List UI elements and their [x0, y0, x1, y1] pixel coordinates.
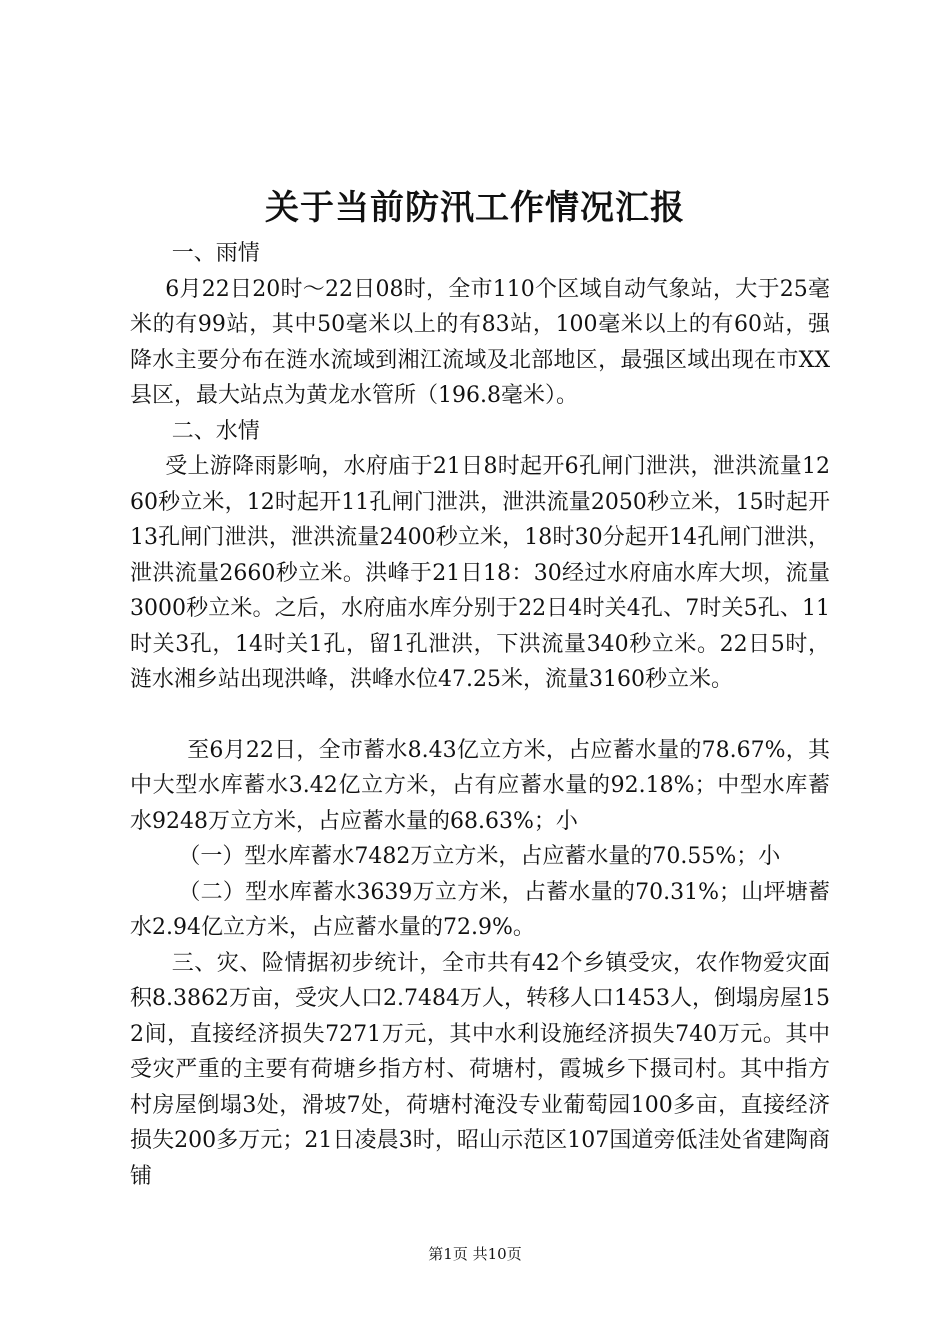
paragraph-small-reservoir-1: （一）型水库蓄水7482万立方米，占应蓄水量的70.55%；小	[178, 844, 781, 869]
section-heading-rain: 一、雨情	[171, 241, 260, 266]
paragraph-small-reservoir-2: （二）型水库蓄水3639万立方米，占蓄水量的70.31%；山坪塘蓄水2.94亿立方米，占应蓄水量的72.9%。	[130, 879, 830, 940]
document-title: 关于当前防汛工作情况汇报	[265, 188, 685, 228]
paragraph-rain: 6月22日20时～22日08时，全市110个区域自动气象站，大于25毫米的有99站，其中50毫米以上的有83站，100毫米以上的有60站，强降水主要分布在涟水流域到湘江流域及北部地区，最强区域出现在市XX县区，最大站点为黄龙水管所（196.8毫米）。	[130, 276, 830, 408]
page-footer: 第1页 共10页	[428, 1245, 522, 1263]
document-body	[130, 236, 830, 1194]
paragraph-gap	[130, 698, 830, 733]
section-heading-water: 二、水情	[171, 418, 260, 444]
paragraph-disaster: 三、灾、险情据初步统计，全市共有42个乡镇受灾，农作物爱灾面积8.3862万亩，受灾人口2.7484万人，转移人口1453人，倒塌房屋152间，直接经济损失7271万元，其中水利设施经济损失740万元。其中受灾严重的主要有荷塘乡指方村、荷塘村，霞城乡下摄司村。其中指方村房屋倒塌3处，滑坡7处，荷塘村淹没专业葡萄园100多亩，直接经济损失200多万元；21日凌晨3时，昭山示范区107国道旁低洼处省建陶商铺	[130, 950, 830, 1189]
paragraph-storage: 至6月22日，全市蓄水8.43亿立方米，占应蓄水量的78.67%，其中大型水库蓄水3.42亿立方米，占有应蓄水量的92.18%；中型水库蓄水9248万立方米，占应蓄水量的68.63%；小	[130, 737, 830, 834]
paragraph-water: 受上游降雨影响，水府庙于21日8时起开6孔闸门泄洪，泄洪流量1260秒立米，12时起开11孔闸门泄洪，泄洪流量2050秒立米，15时起开13孔闸门泄洪，泄洪流量2400秒立米，18时30分起开14孔闸门泄洪，泄洪流量2660秒立米。洪峰于21日18：30经过水府庙水库大坝，流量3000秒立米。之后，水府庙水库分别于22日4时关4孔、7时关5孔、11时关3孔，14时关1孔，留1孔泄洪，下洪流量340秒立米。22日5时，涟水湘乡站出现洪峰，洪峰水位47.25米，流量3160秒立米。	[130, 454, 830, 692]
